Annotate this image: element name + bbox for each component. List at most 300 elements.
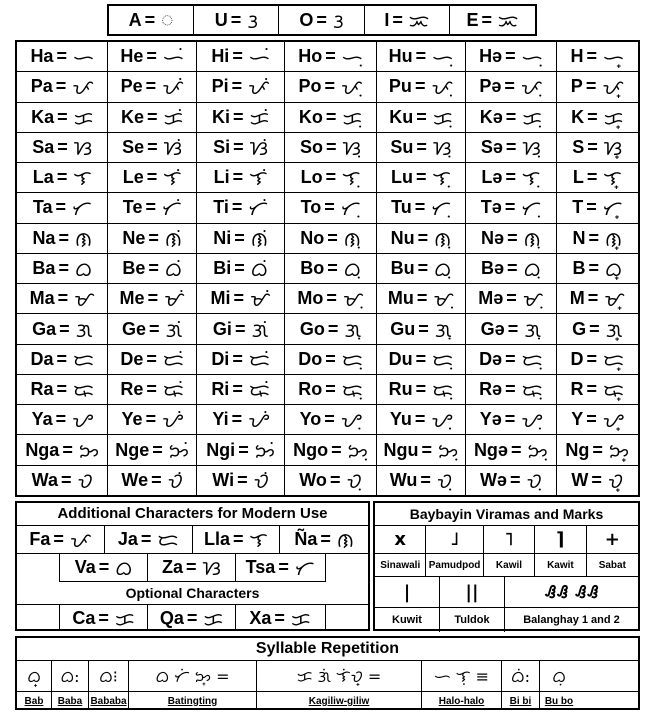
equals-sign: = xyxy=(98,557,110,577)
baybayin-glyph: ᜆ xyxy=(72,196,92,221)
baybayin-glyph: ᜃ xyxy=(249,105,270,130)
baybayin-glyph: ᜅ xyxy=(347,438,368,463)
consonant-row xyxy=(17,42,638,72)
syllable-label: S xyxy=(572,136,585,157)
consonant-grid xyxy=(15,40,640,497)
baybayin-glyph: ᜑ xyxy=(521,45,543,70)
syllable-label: P xyxy=(570,76,583,97)
equals-sign: = xyxy=(57,136,68,157)
equals-sign: = xyxy=(55,76,67,97)
baybayin-glyph: ᜎ xyxy=(73,166,92,191)
syllable-cell xyxy=(285,163,376,192)
baybayin-glyph: ᜄ xyxy=(605,317,623,342)
equals-sign: = xyxy=(57,288,69,309)
equals-sign: = xyxy=(58,227,69,248)
equals-sign: = xyxy=(148,227,159,248)
equals-sign: = xyxy=(588,257,599,278)
baybayin-glyph: ᜆ xyxy=(340,196,361,221)
equals-sign: = xyxy=(145,76,157,97)
baybayin-glyph: ᜍ xyxy=(248,378,270,403)
repetition-label: Bu bo xyxy=(544,695,574,707)
syllable-cell xyxy=(17,103,108,132)
syllable-label: Fa xyxy=(29,529,51,549)
syllable-cell xyxy=(557,163,638,192)
consonant-row xyxy=(17,466,638,495)
baybayin-glyph: ᜂ xyxy=(332,8,344,33)
baybayin-glyph: ᜉ xyxy=(72,75,94,100)
syllable-cell xyxy=(557,193,638,222)
repetition-title: Syllable Repetition xyxy=(17,638,638,661)
syllable-label: Ri xyxy=(211,379,230,400)
syllable-cell xyxy=(557,405,638,434)
syllable-label: Bu xyxy=(390,257,415,278)
baybayin-glyph: ᜇ xyxy=(248,347,270,372)
repetition-glyph: ᜊ᜔ xyxy=(17,661,52,691)
syllable-label: To xyxy=(300,197,322,218)
virama-symbol: ˩ xyxy=(426,526,483,553)
equals-sign: = xyxy=(510,439,522,460)
equals-sign: = xyxy=(504,197,516,218)
syllable-cell xyxy=(108,466,196,495)
baybayin-glyph: ᜂ xyxy=(247,8,258,33)
syllable-cell xyxy=(377,193,466,222)
baybayin-glyph: ᜅ xyxy=(527,438,548,463)
equals-sign: = xyxy=(586,348,598,369)
equals-sign: = xyxy=(147,136,158,157)
baybayin-glyph: ᜐ xyxy=(202,556,221,580)
baybayin-glyph: ᜊ xyxy=(250,256,268,281)
equals-sign: = xyxy=(62,439,73,460)
virama-label: Sabat xyxy=(598,559,626,571)
baybayin-glyph: ᜐ xyxy=(432,135,452,160)
repetition-label: Bababa xyxy=(90,695,127,707)
equals-sign: = xyxy=(56,46,67,67)
baybayin-glyph: ᜌ xyxy=(72,408,93,433)
virama-symbol: + xyxy=(604,529,620,550)
syllable-label: Ge xyxy=(121,318,146,339)
syllable-label: Gu xyxy=(390,318,416,339)
syllable-cell xyxy=(466,42,556,71)
syllable-cell xyxy=(17,163,108,192)
syllable-label: L xyxy=(572,167,584,188)
syllable-label: Ka xyxy=(31,106,55,127)
baybayin-glyph: ᜄ xyxy=(344,317,362,342)
syllable-cell xyxy=(17,435,108,464)
syllable-label: Ye xyxy=(121,409,143,430)
baybayin-glyph: ᜆ xyxy=(161,196,182,221)
equals-sign: = xyxy=(507,257,518,278)
syllable-label: Ki xyxy=(211,106,230,127)
syllable-label: B xyxy=(572,257,586,278)
syllable-cell xyxy=(197,466,285,495)
syllable-cell xyxy=(108,163,196,192)
syllable-cell xyxy=(17,314,108,343)
syllable-cell xyxy=(17,254,108,283)
equals-sign: = xyxy=(232,167,244,188)
modern-cell xyxy=(280,526,368,553)
baybayin-glyph: ᜄ xyxy=(251,317,269,342)
baybayin-glyph: ᜌ xyxy=(162,408,183,433)
syllable-label: Sa xyxy=(32,136,55,157)
equals-sign: = xyxy=(586,197,597,218)
syllable-label: Ma xyxy=(29,288,55,309)
equals-sign: = xyxy=(507,227,518,248)
syllable-label: Le xyxy=(122,167,144,188)
equals-sign: = xyxy=(274,607,285,628)
baybayin-glyph: ᜑ xyxy=(603,45,625,70)
baybayin-glyph: ᜅ xyxy=(254,438,275,463)
syllable-cell xyxy=(377,405,466,434)
equals-sign: = xyxy=(505,348,516,369)
optional-title: Optional Characters xyxy=(17,582,368,605)
syllable-cell xyxy=(197,405,285,434)
syllable-cell xyxy=(108,345,196,374)
consonant-row xyxy=(17,193,638,223)
equals-sign: = xyxy=(505,167,516,188)
equals-sign: = xyxy=(151,469,162,490)
equals-sign: = xyxy=(233,136,244,157)
syllable-label: Yə xyxy=(479,409,502,430)
syllable-cell xyxy=(285,375,376,404)
repetition-label-cell xyxy=(89,692,129,710)
baybayin-glyph: ᜊ xyxy=(523,256,541,281)
virama-label: Kawil xyxy=(484,554,535,576)
syllable-label: Tə xyxy=(480,197,502,218)
syllable-cell xyxy=(17,466,108,495)
syllable-label: Ya xyxy=(31,409,53,430)
equals-sign: = xyxy=(146,379,157,400)
syllable-cell xyxy=(285,314,376,343)
baybayin-glyph: ᜐ xyxy=(163,135,183,160)
baybayin-glyph: ᜏ xyxy=(436,468,453,493)
syllable-label: Ro xyxy=(298,379,323,400)
syllable-cell xyxy=(466,224,556,253)
syllable-label: Be xyxy=(122,257,146,278)
syllable-label: Nga xyxy=(25,439,60,460)
equals-sign: = xyxy=(416,167,427,188)
equals-sign: = xyxy=(55,197,67,218)
equals-sign: = xyxy=(234,227,245,248)
equals-sign: = xyxy=(415,379,427,400)
equals-sign: = xyxy=(316,9,327,30)
syllable-cell xyxy=(17,193,108,222)
syllable-cell xyxy=(466,405,556,434)
syllable-label: Va xyxy=(74,557,96,577)
equals-sign: = xyxy=(327,318,339,339)
baybayin-glyph: ᜎ xyxy=(163,166,182,191)
equals-sign: = xyxy=(57,106,68,127)
virama-symbol: ˥ xyxy=(484,526,535,553)
baybayin-glyph: ᜎ xyxy=(432,166,451,191)
virama-label: Sinawali xyxy=(375,554,426,576)
baybayin-glyph: ᜈ xyxy=(434,226,452,251)
baybayin-glyph: ᜇ xyxy=(603,347,624,372)
baybayin-glyph: ᜉ xyxy=(162,75,184,100)
baybayin-glyph: ᜃ xyxy=(342,105,363,130)
baybayin-glyph: ᜑ xyxy=(341,45,363,70)
punctuation-label: Balanghay 1 and 2 xyxy=(523,614,620,626)
virama-label: Kawit xyxy=(535,554,586,576)
syllable-label: Po xyxy=(298,76,322,97)
consonant-row xyxy=(17,375,638,405)
equals-sign: = xyxy=(231,197,243,218)
equals-sign: = xyxy=(146,46,157,67)
baybayin-glyph: ᜊ xyxy=(343,256,361,281)
syllable-cell xyxy=(108,193,196,222)
syllable-cell xyxy=(557,133,638,162)
equals-sign: = xyxy=(416,106,427,127)
equals-sign: = xyxy=(587,106,598,127)
consonant-row xyxy=(17,103,638,133)
baybayin-glyph: ᜄ xyxy=(524,317,541,342)
optional-cell xyxy=(60,605,148,631)
baybayin-glyph: ᜑ xyxy=(72,45,94,70)
syllable-cell xyxy=(197,375,285,404)
baybayin-glyph: ᜃ xyxy=(114,606,135,631)
equals-sign: = xyxy=(509,469,521,490)
equals-sign: = xyxy=(505,106,517,127)
syllable-label: Ja xyxy=(117,529,138,549)
syllable-label: Lla xyxy=(203,529,230,549)
baybayin-glyph: ᜆ xyxy=(294,556,315,580)
syllable-cell xyxy=(197,254,285,283)
equals-sign: = xyxy=(326,136,337,157)
repetition-label: Batingting xyxy=(167,695,218,707)
syllable-cell xyxy=(377,133,466,162)
baybayin-glyph: ᜃ xyxy=(163,105,184,130)
equals-sign: = xyxy=(325,106,337,127)
syllable-label: Y xyxy=(571,409,584,430)
equals-sign: = xyxy=(145,409,157,430)
consonant-row xyxy=(17,314,638,344)
syllable-label: No xyxy=(300,227,325,248)
syllable-label: Nge xyxy=(115,439,150,460)
equals-sign: = xyxy=(585,76,597,97)
syllable-label: Mi xyxy=(210,288,231,309)
syllable-label: Di xyxy=(211,348,230,369)
baybayin-glyph: ᜈ xyxy=(605,226,623,251)
equals-sign: = xyxy=(415,46,427,67)
equals-sign: = xyxy=(505,46,516,67)
baybayin-glyph: ᜊ xyxy=(434,256,452,281)
equals-sign: = xyxy=(414,409,426,430)
equals-sign: = xyxy=(56,167,68,188)
repetition-label-cell xyxy=(502,692,540,710)
syllable-label: W xyxy=(571,469,589,490)
equals-sign: = xyxy=(55,409,67,430)
equals-sign: = xyxy=(186,557,197,577)
equals-sign: = xyxy=(59,318,70,339)
syllable-label: Bo xyxy=(300,257,325,278)
equals-sign: = xyxy=(232,379,243,400)
baybayin-glyph: ᜇ xyxy=(432,347,454,372)
equals-sign: = xyxy=(417,257,429,278)
equals-sign: = xyxy=(278,557,289,577)
baybayin-glyph: ᜍ xyxy=(603,378,624,403)
equals-sign: = xyxy=(326,288,337,309)
syllable-cell xyxy=(466,314,556,343)
syllable-label: Go xyxy=(299,318,325,339)
syllable-label: H xyxy=(570,46,584,67)
syllable-label: K xyxy=(571,106,585,127)
repetition-label-cell xyxy=(540,692,578,710)
syllable-label: Bi xyxy=(213,257,232,278)
syllable-label: Ho xyxy=(298,46,323,67)
syllable-cell xyxy=(377,163,466,192)
equals-sign: = xyxy=(592,439,603,460)
equals-sign: = xyxy=(505,136,517,157)
syllable-cell xyxy=(17,224,108,253)
equals-sign: = xyxy=(61,469,72,490)
syllable-cell xyxy=(557,375,638,404)
vowel-cell-3 xyxy=(365,6,450,34)
modern-cell xyxy=(60,554,148,581)
repetition-glyph: ᜑ ᜎᜓ ≡ xyxy=(422,661,502,691)
repetition-glyph: ᜊᜒ: xyxy=(502,661,540,691)
syllable-cell xyxy=(557,72,638,101)
syllable-cell xyxy=(17,405,108,434)
equals-sign: = xyxy=(186,607,198,628)
syllable-label: Ta xyxy=(32,197,53,218)
syllable-label: Sə xyxy=(480,136,503,157)
syllable-label: We xyxy=(121,469,149,490)
syllable-cell xyxy=(285,42,376,71)
syllable-label: Ru xyxy=(388,379,413,400)
equals-sign: = xyxy=(56,348,67,369)
syllable-label: Xa xyxy=(249,607,272,628)
syllable-cell xyxy=(285,72,376,101)
equals-sign: = xyxy=(586,409,597,430)
syllable-label: Ng xyxy=(565,439,590,460)
syllable-label: Nə xyxy=(481,227,505,248)
syllable-cell xyxy=(377,466,466,495)
syllable-cell xyxy=(557,42,638,71)
repetition-label: Bi bi xyxy=(509,695,532,707)
syllable-label: O xyxy=(299,9,314,30)
equals-sign: = xyxy=(232,348,243,369)
equals-sign: = xyxy=(325,46,336,67)
syllable-cell xyxy=(466,254,556,283)
equals-sign: = xyxy=(144,9,156,30)
repetition-label: Halo-halo xyxy=(438,695,485,707)
punctuation-label: Tuldok xyxy=(440,608,505,632)
syllable-cell xyxy=(557,224,638,253)
baybayin-glyph: ᜋ xyxy=(164,287,185,312)
equals-sign: = xyxy=(506,288,517,309)
syllable-cell xyxy=(285,254,376,283)
syllable-label: Wə xyxy=(479,469,507,490)
equals-sign: = xyxy=(231,76,243,97)
syllable-cell xyxy=(377,42,466,71)
syllable-cell xyxy=(285,103,376,132)
syllable-label: Wa xyxy=(31,469,58,490)
modern-cell xyxy=(236,554,324,581)
syllable-label: D xyxy=(570,348,584,369)
syllable-cell xyxy=(466,284,556,313)
modern-characters-box xyxy=(15,501,370,631)
vowel-cell-2 xyxy=(279,6,364,34)
syllable-label: E xyxy=(466,9,479,30)
syllable-cell xyxy=(285,435,376,464)
baybayin-glyph: ᜃ xyxy=(73,105,94,130)
syllable-cell xyxy=(197,42,285,71)
equals-sign: = xyxy=(233,288,245,309)
equals-sign: = xyxy=(147,288,159,309)
repetition-label: Kagiliw-giliw xyxy=(308,695,370,707)
syllable-cell xyxy=(466,375,556,404)
equals-sign: = xyxy=(415,348,427,369)
syllable-cell xyxy=(197,224,285,253)
syllable-label: Ba xyxy=(32,257,56,278)
equals-sign: = xyxy=(327,227,338,248)
syllable-label: Pe xyxy=(120,76,143,97)
syllable-cell xyxy=(377,72,466,101)
syllable-label: Yo xyxy=(299,409,322,430)
equals-sign: = xyxy=(418,318,429,339)
syllable-cell xyxy=(17,284,108,313)
syllable-label: Pa xyxy=(30,76,53,97)
modern-cell xyxy=(105,526,193,553)
equals-sign: = xyxy=(414,197,426,218)
equals-sign: = xyxy=(147,106,158,127)
vowel-cell-4 xyxy=(450,6,535,34)
syllable-cell xyxy=(557,435,638,464)
baybayin-glyph: ᜋ xyxy=(522,287,544,312)
equals-sign: = xyxy=(58,257,69,278)
equals-sign: = xyxy=(591,469,602,490)
syllable-label: Da xyxy=(30,348,54,369)
equals-sign: = xyxy=(231,409,243,430)
baybayin-glyph: ᜎ xyxy=(342,166,361,191)
modern-title: Additional Characters for Modern Use xyxy=(17,503,368,526)
baybayin-glyph: ᜊ xyxy=(74,256,92,281)
baybayin-glyph: ᜇ xyxy=(162,347,184,372)
baybayin-glyph: ᜐ xyxy=(342,135,361,160)
syllable-cell xyxy=(108,42,196,71)
syllable-cell xyxy=(108,435,196,464)
repetition-label-cell xyxy=(52,692,89,710)
equals-sign: = xyxy=(504,409,516,430)
syllable-label: Se xyxy=(122,136,145,157)
baybayin-glyph: ᜇ xyxy=(157,528,179,552)
syllable-label: N xyxy=(572,227,586,248)
syllable-cell xyxy=(466,345,556,374)
punctuation-symbol: || xyxy=(440,577,505,607)
repetition-label-cell xyxy=(257,692,422,710)
baybayin-glyph: ᜄ xyxy=(165,317,183,342)
syllable-cell xyxy=(17,72,108,101)
syllable-label: Ga xyxy=(32,318,57,339)
baybayin-glyph: ᜏ xyxy=(346,468,362,493)
baybayin-glyph: ᜌ xyxy=(248,408,269,433)
syllable-cell xyxy=(285,466,376,495)
equals-sign: = xyxy=(325,348,336,369)
syllable-label: So xyxy=(299,136,323,157)
syllable-cell xyxy=(285,193,376,222)
syllable-cell xyxy=(466,193,556,222)
syllable-cell xyxy=(108,72,196,101)
baybayin-glyph: ᜊ xyxy=(605,256,623,281)
syllable-cell xyxy=(377,435,466,464)
baybayin-glyph: ᜆ xyxy=(602,196,623,221)
baybayin-glyph: ᜌ xyxy=(521,408,542,433)
baybayin-glyph: ᜐ xyxy=(73,135,93,160)
syllable-cell xyxy=(557,466,638,495)
syllable-cell xyxy=(17,133,108,162)
baybayin-glyph: ᜍ xyxy=(72,378,94,403)
baybayin-glyph: ᜅ xyxy=(78,438,100,463)
baybayin-glyph: ᜈ xyxy=(74,226,92,251)
